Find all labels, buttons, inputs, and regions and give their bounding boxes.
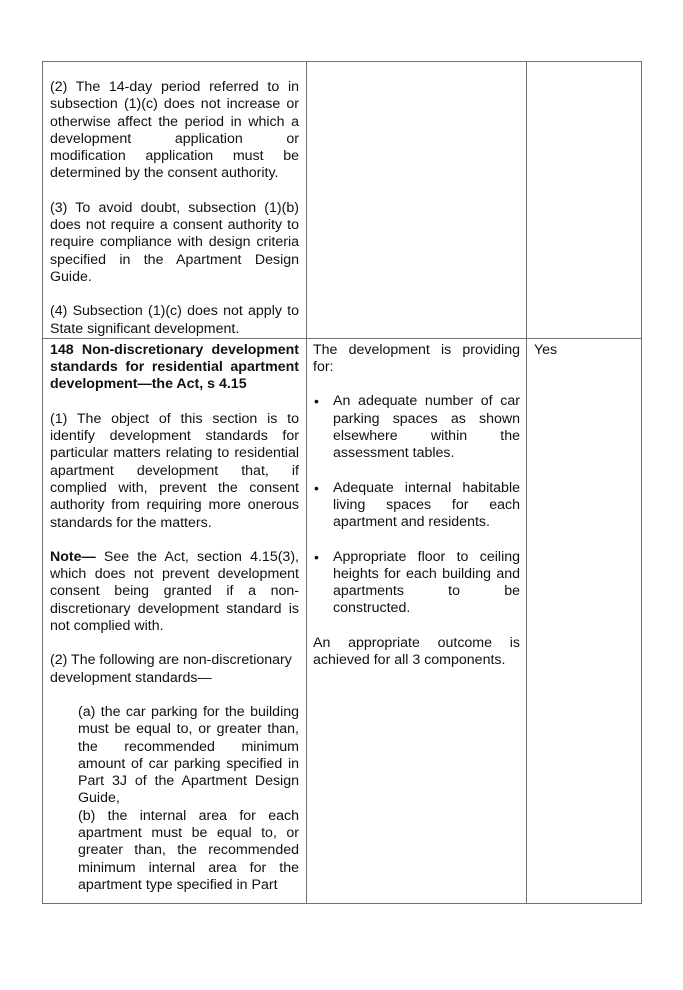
- note-label: Note—: [50, 548, 96, 565]
- comment-cell: [307, 62, 527, 339]
- list-item: • Appropriate floor to ceiling heights for each building and apartments to be constructed.: [314, 548, 520, 617]
- compliance-cell: [527, 338, 642, 903]
- clause-cell: [43, 62, 307, 339]
- list-item: • Adequate internal habitable living spaces for each apartment and residents.: [314, 479, 520, 531]
- bullet-icon: •: [314, 479, 319, 496]
- clause-cell: [43, 338, 307, 903]
- assessment-table: [42, 61, 642, 904]
- subsection-3-text: (3) To avoid doubt, subsection (1)(b) does not require a consent authority to require compliance with design criteria specified in the Apartment Design Guide.: [50, 199, 299, 285]
- comment-bullets: [313, 393, 520, 617]
- standards-intro: (2) The following are non-discretionary development standards—: [50, 652, 292, 686]
- standards-list: [50, 704, 299, 894]
- clause-heading: 148 Non-discretionary development standards for residential apartment development—the Act, s 4.15: [50, 341, 299, 393]
- outcome-text: An appropriate outcome is achieved for all 3 components.: [313, 634, 520, 669]
- standard-b: (b) the internal area for each apartment must be equal to, or greater than, the recommended minimum internal area for the apartment type specified in Part: [78, 807, 299, 893]
- table-row: [43, 62, 642, 339]
- note-text: See the Act, section 4.15(3), which does not prevent development consent being granted if a non-discretionary development standard is not complied with.: [50, 548, 299, 635]
- bullet-icon: •: [314, 548, 319, 565]
- list-item: • An adequate number of car parking spaces as shown elsewhere within the assessment tables.: [314, 393, 520, 462]
- compliance-cell: [527, 62, 642, 339]
- standard-a: (a) the car parking for the building must be equal to, or greater than, the recommended minimum amount of car parking specified in Part 3J of the Apartment Design Guide,: [78, 703, 299, 807]
- subsection-2-text: (2) The 14-day period referred to in subsection (1)(c) does not increase or otherwise affect the period in which a development application or modification application must be determined by the consent authority.: [50, 79, 299, 182]
- bullet-icon: •: [314, 393, 319, 410]
- note-paragraph: [50, 549, 299, 635]
- subsection-4-text: (4) Subsection (1)(c) does not apply to State significant development.: [50, 303, 299, 337]
- compliance-value: Yes: [534, 341, 558, 358]
- comment-intro: The development is providing for:: [313, 341, 520, 376]
- comment-cell: [307, 338, 527, 903]
- table-row: [43, 338, 642, 903]
- object-text: (1) The object of this section is to identify development standards for particular matters relating to residential apartment development that, if complied with, prevent the consent authority from requiring more onerous standards for the matters.: [50, 410, 299, 531]
